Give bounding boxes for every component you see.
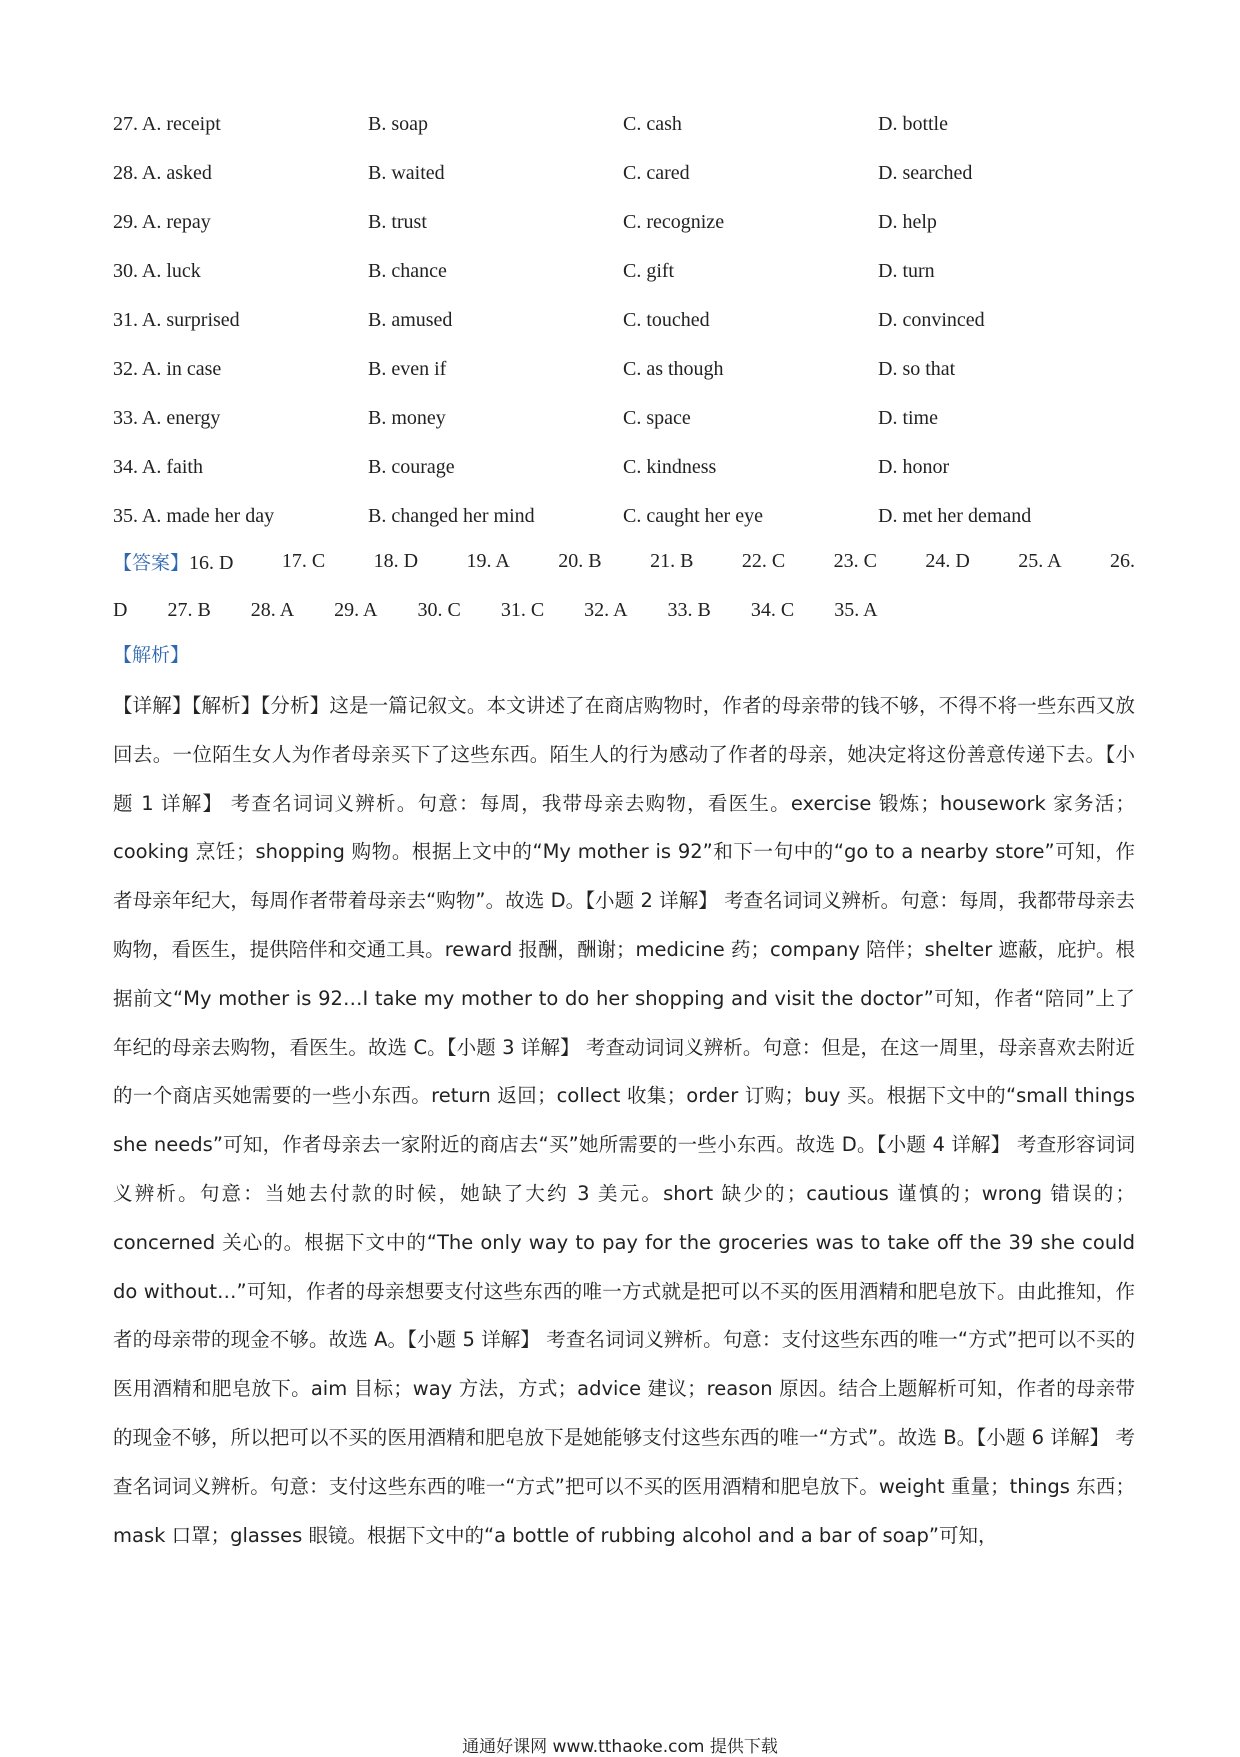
option-31-b: B. amused xyxy=(368,309,453,331)
answer-22: 22. C xyxy=(741,550,786,572)
option-row-29 xyxy=(113,198,1133,247)
answer-tag: 【答案】 xyxy=(113,552,190,574)
option-row-27 xyxy=(113,100,1133,149)
answer-31: 31. C xyxy=(500,599,545,621)
option-34-a: 34. A. faith xyxy=(113,456,203,478)
answer-32: 32. A xyxy=(584,599,628,621)
option-27-c: C. cash xyxy=(623,113,682,135)
option-row-30 xyxy=(113,247,1133,296)
options-table xyxy=(113,100,1133,541)
option-33-a: 33. A. energy xyxy=(113,407,221,429)
option-28-a: 28. A. asked xyxy=(113,162,212,184)
answer-35: 35. A xyxy=(834,599,878,621)
option-row-31 xyxy=(113,296,1133,345)
answer-19: 19. A xyxy=(466,550,510,572)
option-31-c: C. touched xyxy=(623,309,710,331)
answer-28: 28. A xyxy=(250,599,295,621)
answer-26-letter: D xyxy=(113,599,128,621)
page-footer: 通通好课网 www.tthaoke.com 提供下载 xyxy=(462,1737,778,1757)
option-34-c: C. kindness xyxy=(623,456,717,478)
option-33-d: D. time xyxy=(878,407,938,429)
answer-group-start xyxy=(113,548,233,575)
option-34-b: B. courage xyxy=(368,456,455,478)
answer-26-number: 26. xyxy=(1110,550,1135,572)
option-row-32 xyxy=(113,345,1133,394)
option-29-b: B. trust xyxy=(368,211,427,233)
option-35-c: C. caught her eye xyxy=(623,505,763,527)
answer-29: 29. A xyxy=(334,599,378,621)
answer-30: 30. C xyxy=(417,599,461,621)
answer-34: 34. C xyxy=(750,599,795,621)
answer-line-2 xyxy=(113,586,1135,635)
option-35-a: 35. A. made her day xyxy=(113,505,275,527)
answer-line-1 xyxy=(113,537,1135,586)
option-32-a: 32. A. in case xyxy=(113,358,222,380)
option-33-b: B. money xyxy=(368,407,446,429)
answer-21: 21. B xyxy=(650,550,694,572)
option-27-d: D. bottle xyxy=(878,113,948,135)
answer-27: 27. B xyxy=(167,599,211,621)
option-35-d: D. met her demand xyxy=(878,505,1032,527)
answer-18: 18. D xyxy=(373,550,419,572)
option-34-d: D. honor xyxy=(878,456,950,478)
option-32-c: C. as though xyxy=(623,358,724,380)
option-row-35 xyxy=(113,492,1133,541)
option-29-c: C. recognize xyxy=(623,211,725,233)
answer-17: 17. C xyxy=(281,550,326,572)
answer-24: 24. D xyxy=(925,550,970,572)
option-27-a: 27. A. receipt xyxy=(113,113,221,135)
option-row-28 xyxy=(113,149,1133,198)
analysis-heading: 【解析】 xyxy=(113,644,190,666)
option-28-d: D. searched xyxy=(878,162,973,184)
option-33-c: C. space xyxy=(623,407,691,429)
option-29-d: D. help xyxy=(878,211,937,233)
option-31-d: D. convinced xyxy=(878,309,985,331)
answer-23: 23. C xyxy=(833,550,877,572)
answer-33: 33. B xyxy=(667,599,711,621)
answer-16: 16. D xyxy=(189,552,234,574)
option-32-b: B. even if xyxy=(368,358,447,380)
option-row-33 xyxy=(113,394,1133,443)
option-31-a: 31. A. surprised xyxy=(113,309,240,331)
option-28-b: B. waited xyxy=(368,162,445,184)
option-35-b: B. changed her mind xyxy=(368,505,535,527)
option-29-a: 29. A. repay xyxy=(113,211,211,233)
option-27-b: B. soap xyxy=(368,113,428,135)
option-30-b: B. chance xyxy=(368,260,447,282)
option-row-34 xyxy=(113,443,1133,492)
answer-key xyxy=(113,537,1135,635)
option-30-a: 30. A. luck xyxy=(113,260,201,282)
option-28-c: C. cared xyxy=(623,162,690,184)
answer-25: 25. A xyxy=(1018,550,1062,572)
option-30-c: C. gift xyxy=(623,260,675,282)
answer-20: 20. B xyxy=(558,550,602,572)
option-32-d: D. so that xyxy=(878,358,956,380)
option-30-d: D. turn xyxy=(878,260,935,282)
analysis-paragraph: 【详解】【解析】【分析】这是一篇记叙文。本文讲述了在商店购物时，作者的母亲带的钱不够，不得不将一些东西又放回去。一位陌生女人为作者母亲买下了这些东西。陌生人的行为感动了作者的母亲，她决定将这份善意传递下去。【小题 1 详解】 考查名词词义辨析。句意：每周，我带母亲去购物，看医生。exercise 锻炼；housework 家务活；cooking 烹饪；shopping 购物。根据上文中的“My mother is 92”和下一句中的“go to a nearby store”可知，作者母亲年纪大，每周作者带着母亲去“购物”。故选 D。【小题 2 详解】 考查名词词义辨析。句意：每周，我都带母亲去购物，看医生，提供陪伴和交通工具。reward 报酬，酬谢；medicine 药；company 陪伴；shelter 遮蔽，庇护。根据前文“My mother is 92…I take my mother to do her shopping and visit the doctor”可知，作者“陪同”上了年纪的母亲去购物，看医生。故选 C。【小题 3 详解】 考查动词词义辨析。句意：但是，在这一周里，母亲喜欢去附近的一个商店买她需要的一些小东西。return 返回；collect 收集；order 订购；buy 买。根据下文中的“small things she needs”可知，作者母亲去一家附近的商店去“买”她所需要的一些小东西。故选 D。【小题 4 详解】 考查形容词词义辨析。句意：当她去付款的时候，她缺了大约 3 美元。short 缺少的；cautious 谨慎的；wrong 错误的；concerned 关心的。根据下文中的“The only way to pay for the groceries was to take off the 39 she could do without…”可知，作者的母亲想要支付这些东西的唯一方式就是把可以不买的医用酒精和肥皂放下。由此推知，作者的母亲带的现金不够。故选 A。【小题 5 详解】 考查名词词义辨析。句意：支付这些东西的唯一“方式”把可以不买的医用酒精和肥皂放下。aim 目标；way 方法，方式；advice 建议；reason 原因。结合上题解析可知，作者的母亲带的现金不够，所以把可以不买的医用酒精和肥皂放下是她能够支付这些东西的唯一“方式”。故选 B。【小题 6 详解】 考查名词词义辨析。句意：支付这些东西的唯一“方式”把可以不买的医用酒精和肥皂放下。weight 重量；things 东西；mask 口罩；glasses 眼镜。根据下文中的“a bottle of rubbing alcohol and a bar of soap”可知， xyxy=(113,694,1135,1547)
